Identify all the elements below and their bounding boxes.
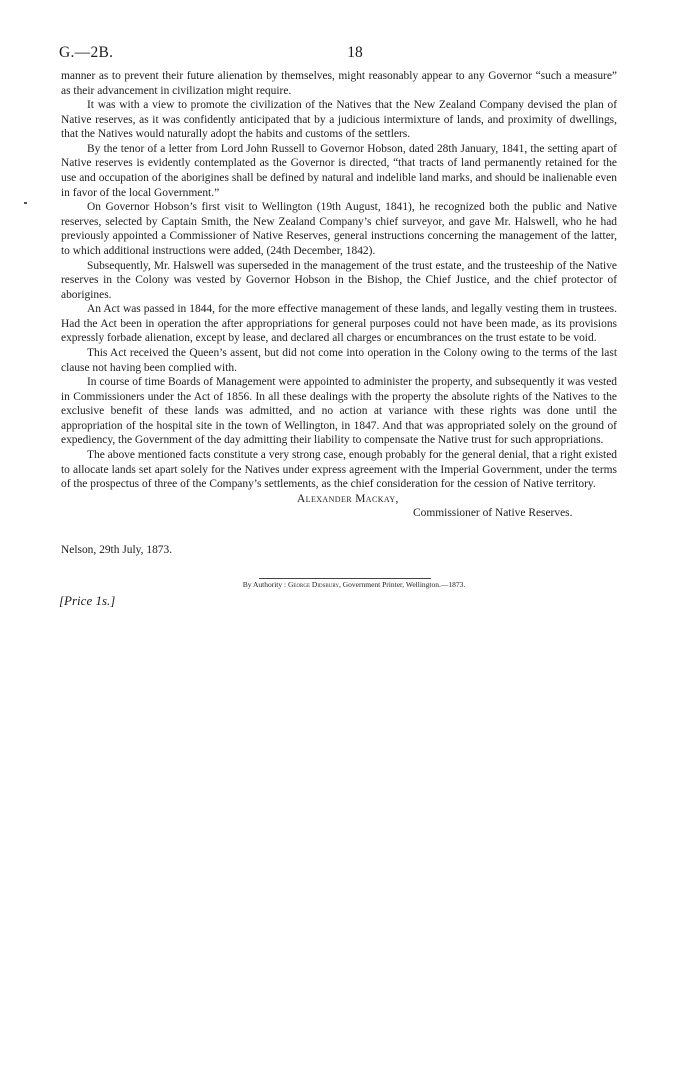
imprint-suffix: , Government Printer, Wellington.—1873. (339, 580, 466, 589)
signatory-title: Commissioner of Native Reserves. (413, 507, 573, 520)
signature-block (61, 492, 617, 521)
page-number: 18 (347, 44, 363, 61)
margin-mark (24, 202, 27, 204)
printer-imprint (0, 580, 700, 589)
imprint-prefix: By Authority : (242, 580, 288, 589)
dateline: Nelson, 29th July, 1873. (61, 544, 173, 556)
paragraph-continuation: manner as to prevent their future alienation by themselves, might reasonably appear to any Governor “such a measure” as their advancement in civilization might require. (61, 70, 617, 97)
document-reference: G.—2B. (59, 44, 114, 61)
paragraph: An Act was passed in 1844, for the more effective management of these lands, and legally vesting them in trustees. Had the Act been in operation the after appropriations for general purposes could not have been made, as its provisions expressly forbade alienation, except by lease, and declared all charges or encumbrances on the trust estate to be void. (61, 303, 617, 345)
imprint-rule (259, 578, 431, 579)
body-text (61, 69, 617, 521)
printer-name: George Didsbury (287, 580, 340, 589)
signatory-name: Alexander Mackay, (297, 492, 399, 505)
paragraph: On Governor Hobson’s first visit to Wellington (19th August, 1841), he recognized both the public and Native reserves, selected by Captain Smith, the New Zealand Company’s chief surveyor, and gave Mr. Halswell, who he had previously appointed a Commissioner of Native Reserves, general instructions concerning the management of the latter, to which additional instructions were added, (24th December, 1842). (61, 201, 617, 257)
price-label: [Price 1s.] (59, 593, 116, 608)
paragraph: This Act received the Queen’s assent, but did not come into operation in the Colony owing to the terms of the last clause not having been complied with. (61, 346, 617, 374)
paragraph: It was with a view to promote the civilization of the Natives that the New Zealand Company devised the plan of Native reserves, as it was confidently anticipated that by a judicious intermixture of lands, and proximity of dwellings, that the Natives would naturally adopt the habits and customs of the settlers. (61, 99, 617, 141)
paragraph: By the tenor of a letter from Lord John Russell to Governor Hobson, dated 28th January, 1841, the setting apart of Native reserves is evidently contemplated as the Governor is directed, “that tracts of land permanently retained for the use and occupation of the aborigines shall be defined by natural and indelible land marks, and should be inalienable even in favor of the local Government.” (61, 142, 617, 199)
paragraph: The above mentioned facts constitute a very strong case, enough probably for the general denial, that a right existed to allocate lands set apart solely for the Natives under express agreement with the Imperial Government, under the terms of the prospectus of three of the Company’s settlements, as the chief consideration for the cession of Native territory. (61, 449, 617, 491)
paragraph: Subsequently, Mr. Halswell was superseded in the management of the trust estate, and the trusteeship of the Native reserves in the Colony was vested by Governor Hobson in the Bishop, the Chief Justice, and the chief protector of aborigines. (61, 259, 617, 301)
paragraph: In course of time Boards of Management were appointed to administer the property, and subsequently it was vested in Commissioners under the Act of 1856. In all these dealings with the property the absolute rights of the Natives to the exclusive benefit of these lands was admitted, and no action at variance with these rights was done until the appropriation of the hospital site in the town of Wellington, in 1847. And that was appropriated solely on the ground of expediency, the Government of the day admitting their liability to compensate the Native trust for such appropriations. (61, 376, 617, 447)
